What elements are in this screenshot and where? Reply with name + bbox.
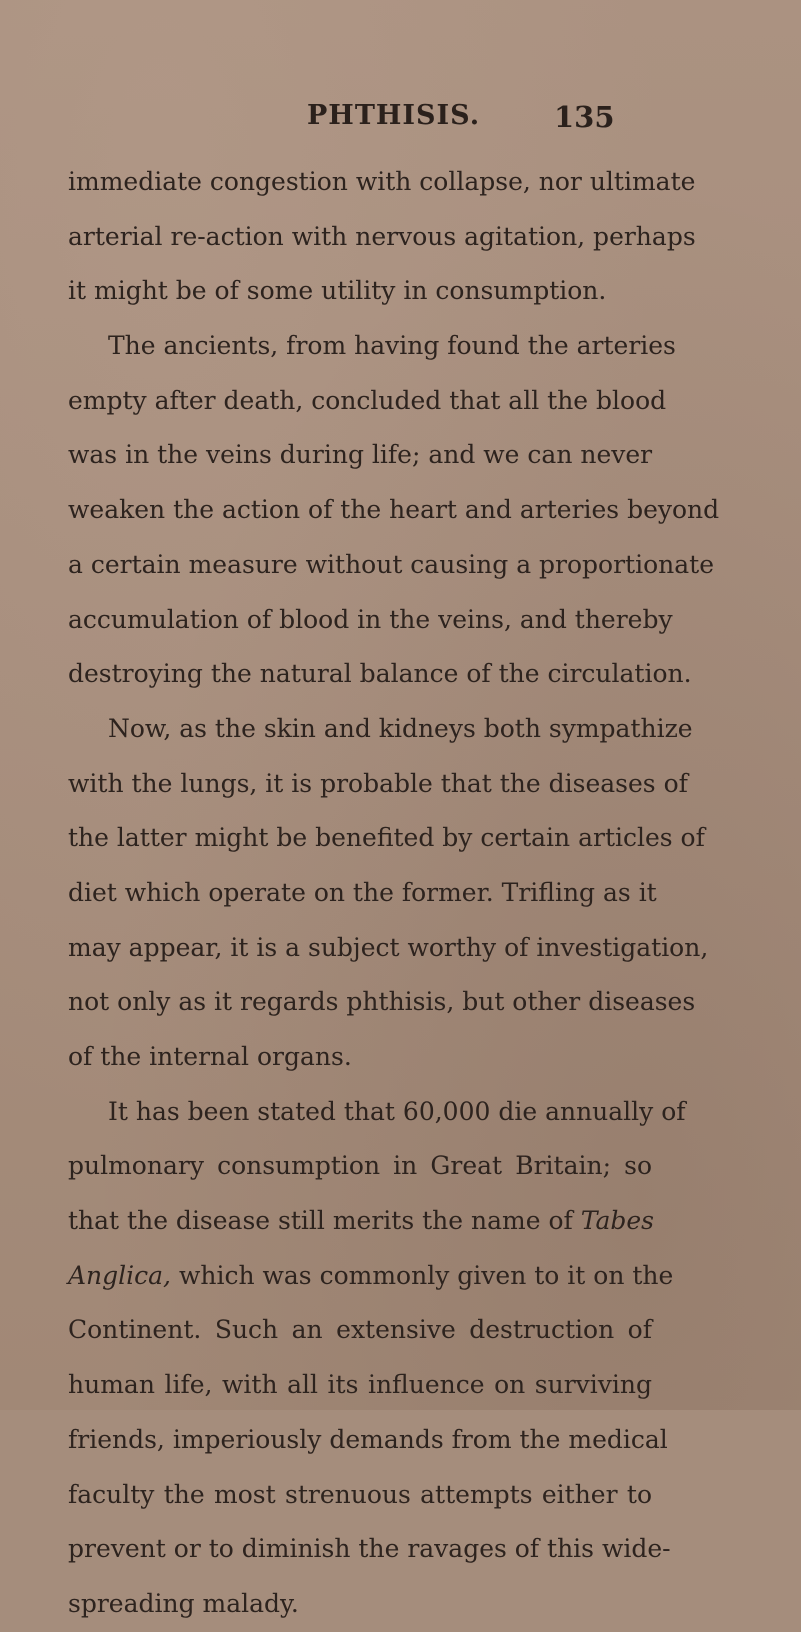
text-line: empty after death, concluded that all the blood bbox=[68, 385, 667, 415]
text-line: Continent. Such an extensive destruction of bbox=[68, 1315, 652, 1345]
text-line: was in the veins during life; and we can never bbox=[68, 440, 653, 470]
text-line: weaken the action of the heart and arteries beyond bbox=[68, 495, 720, 525]
text-line: the latter might be benefited by certain articles of bbox=[68, 823, 705, 853]
text-line: immediate congestion with collapse, nor ultimate bbox=[68, 167, 696, 196]
text-line: arterial re-action with nervous agitation, perhaps bbox=[68, 221, 696, 251]
text-line: pulmonary consumption in Great Britain; so bbox=[68, 1151, 652, 1181]
text-line: The ancients, from having found the arteries bbox=[108, 331, 676, 361]
text-line: diet which operate on the former. Trifling as it bbox=[68, 877, 657, 907]
text-line: Anglica, which was commonly given to it on the bbox=[68, 1260, 674, 1290]
body-text bbox=[68, 155, 720, 1632]
text-line: may appear, it is a subject worthy of investigation, bbox=[68, 932, 709, 962]
running-title: PHTHISIS. bbox=[307, 100, 481, 131]
text-line: human life, with all its influence on surviving bbox=[68, 1370, 652, 1400]
text-line: It has been stated that 60,000 die annually of bbox=[108, 1096, 686, 1126]
page-number: 135 bbox=[554, 100, 615, 134]
text-line: a certain measure without causing a proportionate bbox=[68, 549, 714, 579]
text-line: faculty the most strenuous attempts either to bbox=[68, 1479, 652, 1509]
text-line: with the lungs, it is probable that the diseases of bbox=[68, 768, 688, 798]
text-line: prevent or to diminish the ravages of this wide- bbox=[68, 1534, 671, 1564]
text-line: accumulation of blood in the veins, and thereby bbox=[68, 604, 673, 634]
text-line: that the disease still merits the name of Tabes bbox=[68, 1206, 654, 1236]
text-line: spreading malady. bbox=[68, 1588, 299, 1618]
text-line: destroying the natural balance of the circulation. bbox=[68, 659, 692, 689]
text-line: friends, imperiously demands from the medical bbox=[68, 1424, 668, 1454]
text-line: Now, as the skin and kidneys both sympathize bbox=[108, 713, 693, 743]
text-line: it might be of some utility in consumption. bbox=[68, 276, 607, 306]
page-header bbox=[0, 100, 801, 144]
text-line: not only as it regards phthisis, but other diseases bbox=[68, 987, 696, 1017]
text-line: of the internal organs. bbox=[68, 1042, 352, 1071]
